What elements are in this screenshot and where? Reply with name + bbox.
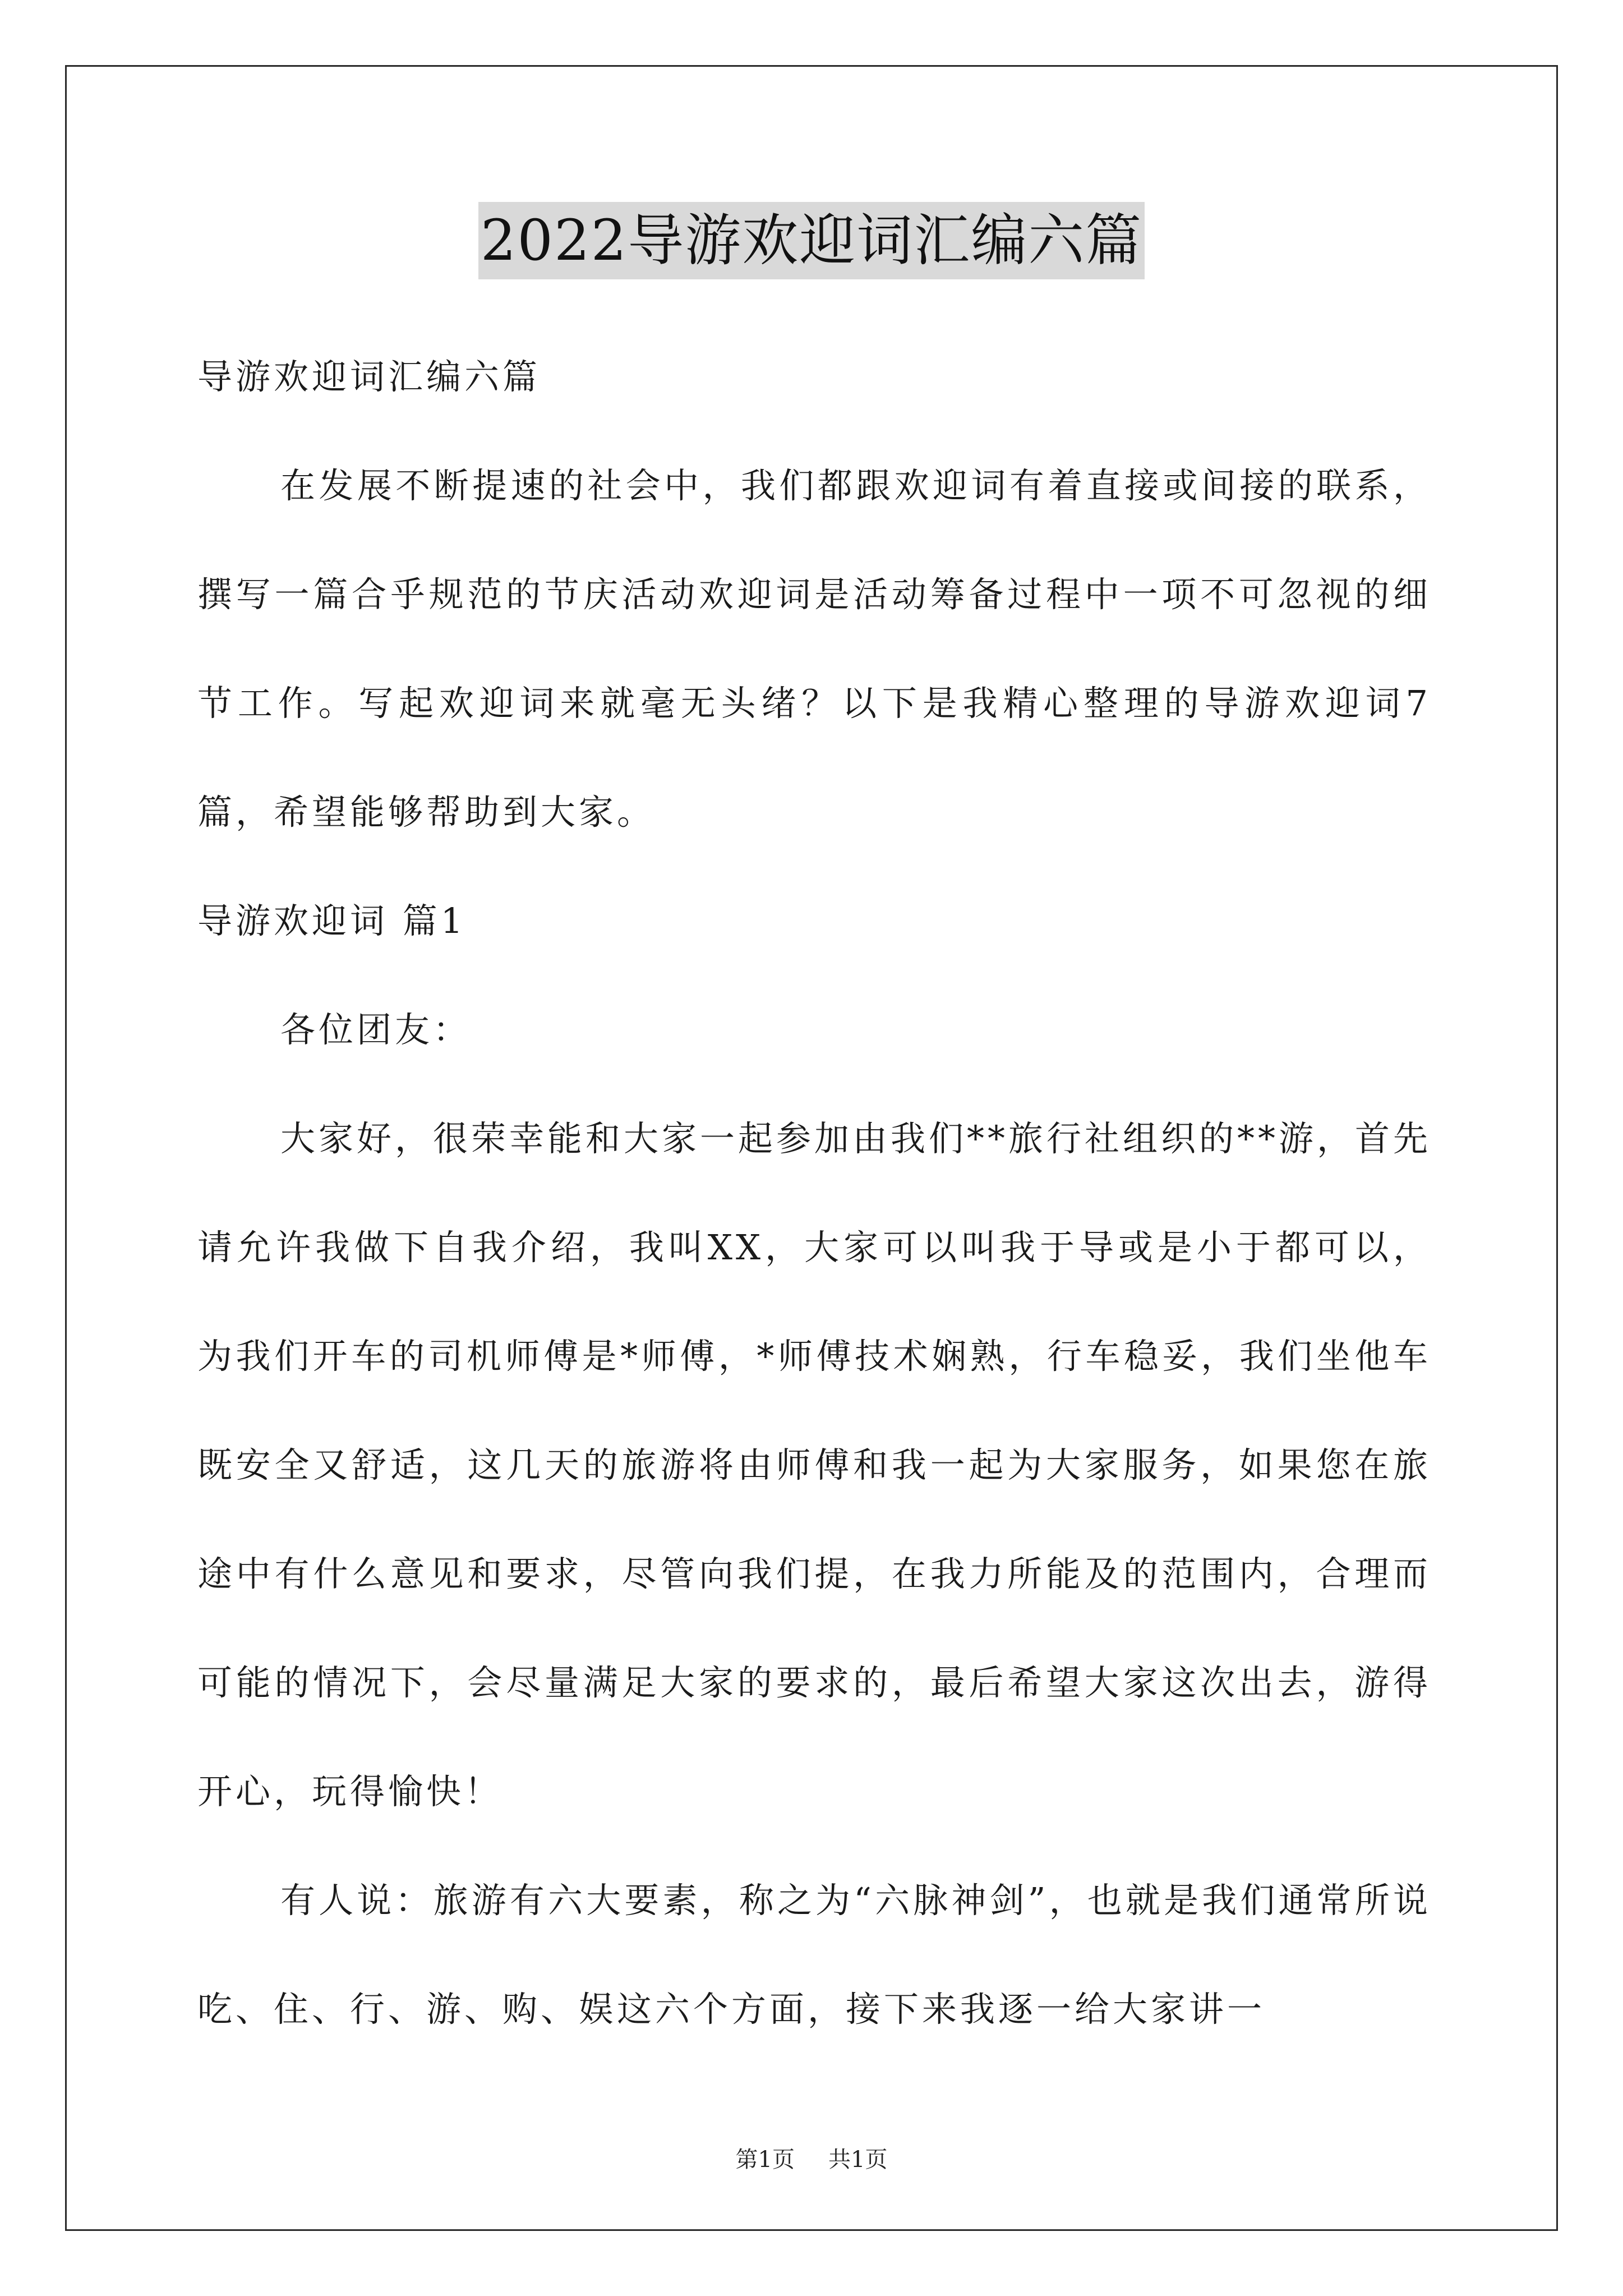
page-number: 第1页	[735, 2147, 795, 2173]
paragraph-greeting: 各位团友：	[280, 1009, 472, 1050]
paragraph-subtitle: 导游欢迎词汇编六篇	[197, 356, 541, 397]
paragraph-six-elements: 有人说：旅游有六大要素，称之为“六脉神剑”，也就是我们通常所说吃、住、行、游、购、娱这六个方面，接下来我逐一给大家讲一	[197, 1880, 1431, 2030]
page-footer	[0, 2146, 1623, 2174]
paragraph-welcome: 大家好，很荣幸能和大家一起参加由我们**旅行社组织的**游，首先请允许我做下自我介绍，我叫XX，大家可以叫我于导或是小于都可以，为我们开车的司机师傅是*师傅，*师傅技术娴熟，行车稳妥，我们坐他车既安全又舒适，这几天的旅游将由师傅和我一起为大家服务，如果您在旅途中有什么意见和要求，尽管向我们提，在我力所能及的范围内，合理而可能的情况下，会尽量满足大家的要求的，最后希望大家这次出去，游得开心，玩得愉快！	[197, 1118, 1432, 1812]
document-title: 2022导游欢迎词汇编六篇	[478, 202, 1145, 279]
page-total: 共1页	[828, 2147, 888, 2173]
title-wrap	[0, 202, 1623, 279]
document-body	[197, 323, 1431, 2064]
section-heading: 导游欢迎词 篇1	[197, 900, 467, 941]
paragraph-intro: 在发展不断提速的社会中，我们都跟欢迎词有着直接或间接的联系，撰写一篇合乎规范的节庆活动欢迎词是活动筹备过程中一项不可忽视的细节工作。写起欢迎词来就毫无头绪？以下是我精心整理的导游欢迎词7篇，希望能够帮助到大家。	[197, 465, 1431, 832]
